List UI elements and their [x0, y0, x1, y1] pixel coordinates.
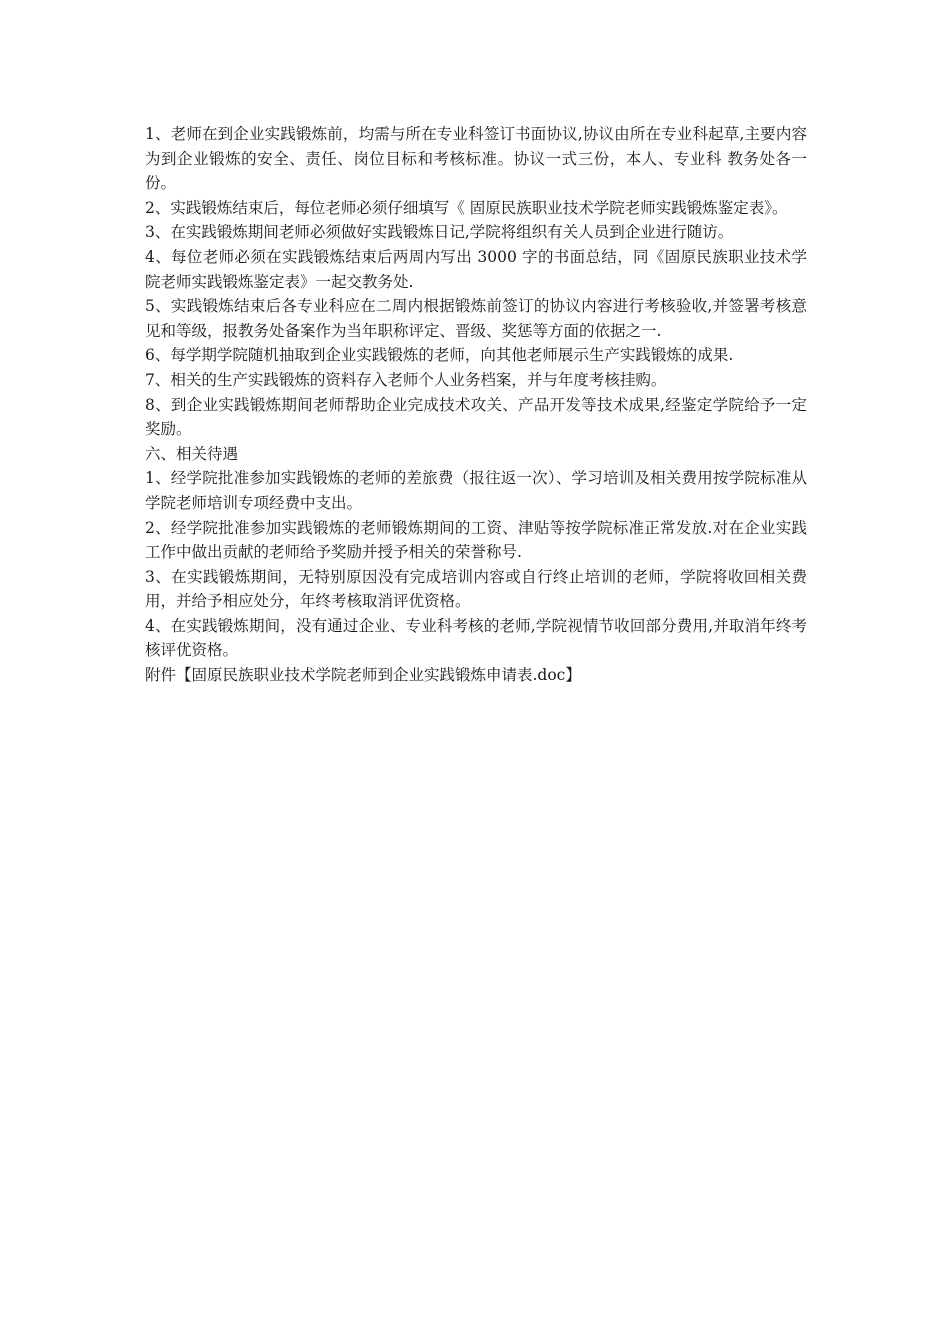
paragraph-item-3: 3、在实践锻炼期间老师必须做好实践锻炼日记,学院将组织有关人员到企业进行随访。	[145, 223, 734, 242]
paragraph-item-2: 2、实践锻炼结束后，每位老师必须仔细填写《 固原民族职业技术学院老师实践锻炼鉴定表》。	[145, 198, 788, 217]
paragraph-item-8: 8、到企业实践锻炼期间老师帮助企业完成技术攻关、产品开发等技术成果,经鉴定学院给予一定奖励。	[145, 395, 807, 439]
paragraph-item-6: 6、每学期学院随机抽取到企业实践锻炼的老师，向其他老师展示生产实践锻炼的成果.	[145, 346, 734, 365]
attachment-link[interactable]: 附件【固原民族职业技术学院老师到企业实践锻炼申请表.doc】	[145, 666, 581, 685]
benefit-item-4: 4、在实践锻炼期间，没有通过企业、专业科考核的老师,学院视情节收回部分费用,并取消年终考核评优资格。	[145, 616, 807, 660]
section-heading: 六、相关待遇	[145, 444, 239, 463]
paragraph-item-5: 5、实践锻炼结束后各专业科应在二周内根据锻炼前签订的协议内容进行考核验收,并签署考核意见和等级，报教务处备案作为当年职称评定、晋级、奖惩等方面的依据之一.	[145, 297, 807, 340]
document-body	[145, 122, 807, 688]
paragraph-item-4: 4、每位老师必须在实践锻炼结束后两周内写出 3000 字的书面总结，同《固原民族职业技术学院老师实践锻炼鉴定表》一起交教务处.	[145, 247, 807, 291]
benefit-item-3: 3、在实践锻炼期间，无特别原因没有完成培训内容或自行终止培训的老师，学院将收回相关费用，并给予相应处分，年终考核取消评优资格。	[145, 567, 807, 611]
benefit-item-1: 1、经学院批准参加实践锻炼的老师的差旅费（报往返一次）、学习培训及相关费用按学院标准从学院老师培训专项经费中支出。	[145, 469, 807, 512]
paragraph-item-7: 7、相关的生产实践锻炼的资料存入老师个人业务档案，并与年度考核挂购。	[145, 370, 667, 389]
paragraph-item-1: 1、老师在到企业实践锻炼前，均需与所在专业科签订书面协议,协议由所在专业科起草,主要内容为到企业锻炼的安全、责任、岗位目标和考核标准。协议一式三份，本人、专业科 教务处各一份。	[145, 125, 807, 193]
benefit-item-2: 2、经学院批准参加实践锻炼的老师锻炼期间的工资、津贴等按学院标准正常发放.对在企业实践工作中做出贡献的老师给予奖励并授予相关的荣誉称号.	[145, 518, 807, 562]
